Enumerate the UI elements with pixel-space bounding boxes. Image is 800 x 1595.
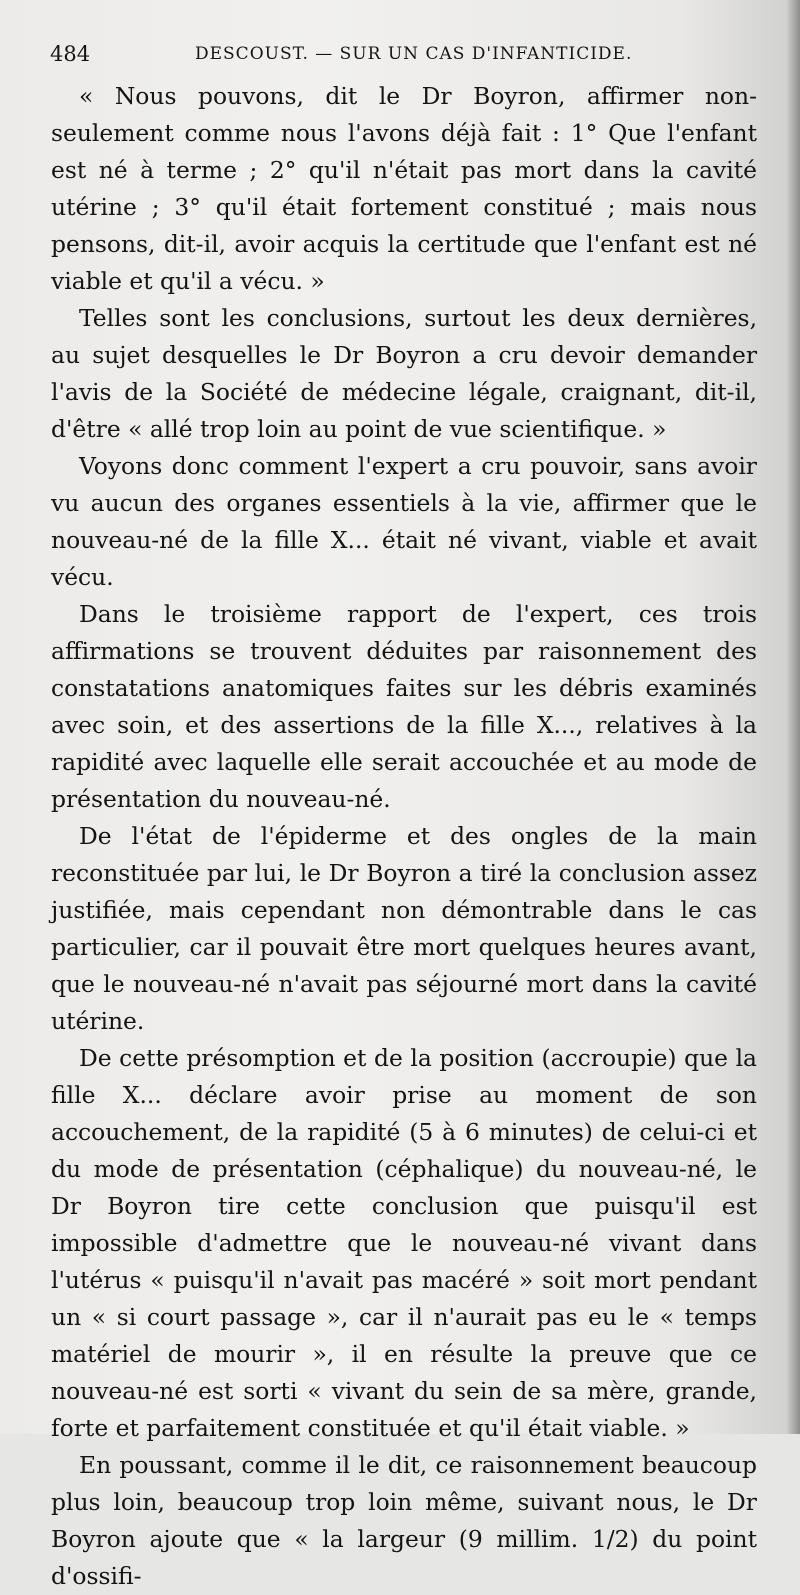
paragraph: En poussant, comme il le dit, ce raisonnement beaucoup plus loin, beaucoup trop loin même, suivant nous, le Dr Boyron ajoute que « la largeur (9 millim. 1/2) du point d'ossifi- bbox=[51, 1451, 757, 1590]
page-edge-shadow bbox=[786, 0, 800, 1434]
paragraph: De l'état de l'épiderme et des ongles de la main reconstituée par lui, le Dr Boyron a tiré la conclusion assez justifiée, mais cependant non démontrable dans le cas particulier, car il pouvait être mort quelques heures avant, que le nouveau-né n'avait pas séjourné mort dans la cavité utérine. bbox=[51, 822, 757, 1035]
running-head: DESCOUST. — SUR UN CAS D'INFANTICIDE. bbox=[195, 44, 633, 64]
paragraph: Telles sont les conclusions, surtout les deux dernières, au sujet desquelles le Dr Boyron a cru devoir demander l'avis de la Société de médecine légale, craignant, dit-il, d'être « allé trop loin au point de vue scientifique. » bbox=[51, 304, 757, 443]
paragraph: De cette présomption et de la position (accroupie) que la fille X... déclare avoir prise au moment de son accouchement, de la rapidité (5 à 6 minutes) de celui-ci et du mode de présentation (céphalique) du nouveau-né, le Dr Boyron tire cette conclusion que puisqu'il est impossible d'admettre que le nouveau-né vivant dans l'utérus « puisqu'il n'avait pas macéré » soit mort pendant un « si court passage », car il n'aurait pas eu le « temps matériel de mourir », il en résulte la preuve que ce nouveau-né est sorti « vivant du sein de sa mère, grande, forte et parfaitement constituée et qu'il était viable. » bbox=[51, 1044, 757, 1442]
page-header bbox=[50, 38, 750, 74]
body-text bbox=[51, 78, 757, 1595]
paragraph: Dans le troisième rapport de l'expert, ces trois affirmations se trouvent déduites par raisonnement des constatations anatomiques faites sur les débris examinés avec soin, et des assertions de la fille X..., relatives à la rapidité avec laquelle elle serait accouchée et au mode de présentation du nouveau-né. bbox=[51, 600, 757, 813]
paragraph: « Nous pouvons, dit le Dr Boyron, affirmer non-seulement comme nous l'avons déjà fait : 1° Que l'enfant est né à terme ; 2° qu'il n'était pas mort dans la cavité utérine ; 3° qu'il était fortement constitué ; mais nous pensons, dit-il, avoir acquis la certitude que l'enfant est né viable et qu'il a vécu. » bbox=[51, 82, 757, 295]
paragraph: Voyons donc comment l'expert a cru pouvoir, sans avoir vu aucun des organes essentiels à la vie, affirmer que le nouveau-né de la fille X... était né vivant, viable et avait vécu. bbox=[51, 452, 757, 591]
page-number: 484 bbox=[50, 42, 91, 66]
